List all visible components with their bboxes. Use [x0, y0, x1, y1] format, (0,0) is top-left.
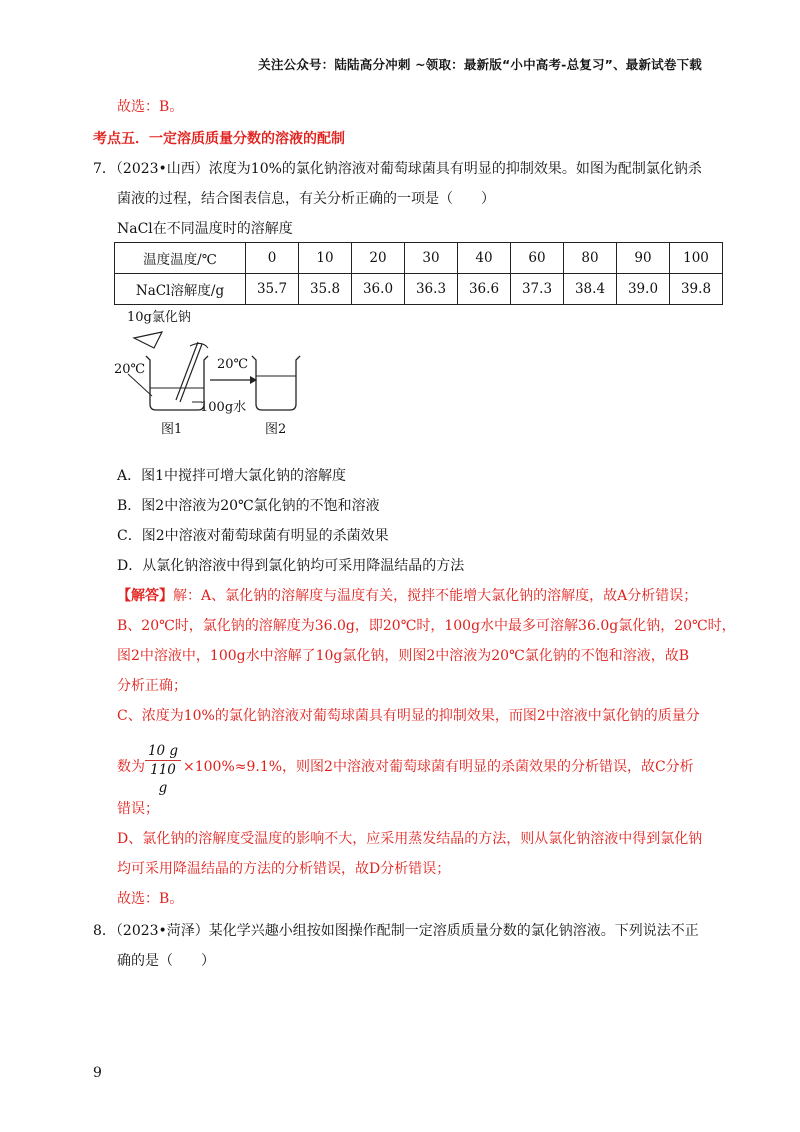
- solution-line-b1: B、20℃时，氯化钠的溶解度为36.0g，即20℃时，100g水中最多可溶解36.0g氯化钠，20℃时，: [117, 618, 736, 634]
- fraction-denominator: 110 g: [150, 762, 176, 796]
- solution-line-d1: D、氯化钠的溶解度受温度的影响不大，应采用蒸发结晶的方法，则从氯化钠溶液中得到氯化钠: [117, 831, 703, 847]
- solution-c-prefix: 数为: [117, 759, 145, 775]
- solution-line-a: [117, 585, 697, 605]
- solubility-table: [114, 242, 723, 305]
- salt-label: 10g氯化钠: [127, 310, 191, 325]
- temp-cell: 10: [299, 243, 352, 274]
- q7-stem-line1: 7．（2023•山西）浓度为10%的氯化钠溶液对葡萄球菌具有明显的抑制效果。如图为配制氯化钠杀: [93, 161, 702, 177]
- weighing-paper-icon: [134, 332, 162, 348]
- solution-tag: 【解答】: [117, 588, 173, 604]
- solution-a-text: 解：A、氯化钠的溶解度与温度有关，搅拌不能增大氯化钠的溶解度，故A分析错误；: [173, 588, 698, 604]
- section-title: 考点五．一定溶质质量分数的溶液的配制: [93, 131, 345, 147]
- previous-answer: 故选：B。: [117, 99, 184, 115]
- beaker-diagram: [110, 318, 310, 418]
- page-number: 9: [93, 1065, 102, 1081]
- solubility-cell: 38.4: [564, 274, 617, 305]
- fig2-caption: 图2: [265, 422, 287, 437]
- solubility-cell: 35.8: [299, 274, 352, 305]
- table-caption: NaCl在不同温度时的溶解度: [117, 221, 293, 237]
- solubility-cell: 39.0: [617, 274, 670, 305]
- solubility-cell: 35.7: [246, 274, 299, 305]
- solution-line-b2: 图2中溶液中，100g水中溶解了10g氯化钠，则图2中溶液为20℃氯化钠的不饱和溶液，故B: [117, 648, 690, 664]
- temp-left-label: 20℃: [114, 362, 146, 377]
- option-c: C．图2中溶液对葡萄球菌有明显的杀菌效果: [117, 528, 389, 544]
- q8-stem-line2: 确的是（ ）: [117, 953, 215, 969]
- option-d: D．从氯化钠溶液中得到氯化钠均可采用降温结晶的方法: [117, 558, 465, 574]
- temp-cell: 30: [405, 243, 458, 274]
- option-b: B．图2中溶液为20℃氯化钠的不饱和溶液: [117, 498, 380, 514]
- temp-cell: 60: [511, 243, 564, 274]
- table-header-cell: 温度温度/℃: [115, 243, 246, 274]
- solution-line-c1: C、浓度为10%的氯化钠溶液对葡萄球菌具有明显的抑制效果，而图2中溶液中氯化钠的质量分: [117, 708, 700, 724]
- solution-line-d2: 均可采用降温结晶的方法的分析错误，故D分析错误；: [117, 861, 451, 877]
- temp-cell: 0: [246, 243, 299, 274]
- water-label: 100g水: [200, 400, 247, 415]
- table-row: [115, 243, 723, 274]
- table-row: [115, 274, 723, 305]
- temp-cell: 90: [617, 243, 670, 274]
- fraction: [145, 742, 181, 797]
- pointer-line: [128, 374, 152, 396]
- page-header: 关注公众号：陆陆高分冲刺 ~领取：最新版“小中高考-总复习”、最新试卷下载: [258, 57, 702, 72]
- temp-arrow-label: 20℃: [217, 357, 249, 372]
- table-header-cell: NaCl溶解度/g: [115, 274, 246, 305]
- solubility-cell: 39.8: [670, 274, 723, 305]
- solubility-cell: 37.3: [511, 274, 564, 305]
- solution-line-b3: 分析正确；: [117, 678, 187, 694]
- solubility-cell: 36.6: [458, 274, 511, 305]
- temp-cell: 80: [564, 243, 617, 274]
- q7-stem-line2: 菌液的过程，结合图表信息，有关分析正确的一项是（ ）: [117, 191, 495, 207]
- solution-line-c3: 错误；: [117, 801, 159, 817]
- solubility-cell: 36.0: [352, 274, 405, 305]
- temp-cell: 100: [670, 243, 723, 274]
- solubility-cell: 36.3: [405, 274, 458, 305]
- fig1-caption: 图1: [161, 422, 183, 437]
- beaker-2-icon: [252, 356, 300, 410]
- solution-c-suffix: ×100%≈9.1%，则图2中溶液对葡萄球菌有明显的杀菌效果的分析错误，故C分析: [183, 759, 694, 775]
- arrow-icon: [210, 376, 257, 384]
- solution-answer: 故选：B。: [117, 891, 184, 907]
- temp-cell: 20: [352, 243, 405, 274]
- option-a: A．图1中搅拌可增大氯化钠的溶解度: [117, 468, 347, 484]
- q8-stem-line1: 8．（2023•菏泽）某化学兴趣小组按如图操作配制一定溶质质量分数的氯化钠溶液。下列说法不正: [93, 923, 699, 939]
- temp-cell: 40: [458, 243, 511, 274]
- glass-rod-icon: [176, 342, 208, 402]
- fraction-numerator: 10 g: [145, 742, 181, 761]
